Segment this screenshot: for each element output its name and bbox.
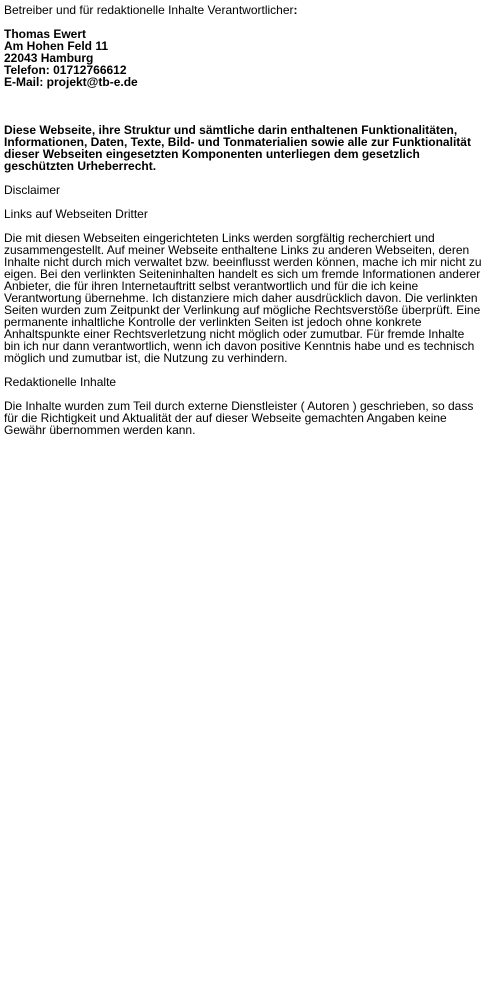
contact-street: Am Hohen Feld 11 bbox=[4, 39, 109, 53]
copyright-notice: Diese Webseite, ihre Struktur und sämtliche darin enthaltenen Funktionalitäten, Informationen, Daten, Texte, Bild- und Tonmaterialien sowie alle zur Funktionalität dieser Webseiten eingesetzten Komponenten unterliegen dem gesetzlich geschützten Urheberrecht. bbox=[4, 123, 471, 173]
links-heading: Links auf Webseiten Dritter bbox=[4, 207, 148, 221]
disclaimer-heading: Disclaimer bbox=[4, 183, 61, 197]
contact-email: E-Mail: projekt@tb-e.de bbox=[4, 75, 138, 89]
contact-name: Thomas Ewert bbox=[4, 27, 87, 41]
spacer bbox=[4, 172, 482, 184]
links-body: Die mit diesen Webseiten eingerichteten Links werden sorgfältig recherchiert und zusammengestellt. Auf meiner Webseite enthaltene Links zu anderen Webseiten, deren Inhalte nicht durch mich verwaltet bzw. beeinflusst werden können, mache ich mir nicht zu eigen. Bei den verlinkten Seiteninhalten handelt es sich um fremde Informationen anderer Anbieter, die für ihren Internetauftritt selbst verantwortlich und für die ich keine Verantwortung übernehme. Ich distanziere mich daher ausdrücklich davon. Die verlinkten Seiten wurden zum Zeitpunkt der Verlinkung auf mögliche Rechtsverstöße überprüft. Eine permanente inhaltliche Kontrolle der verlinkten Seiten ist jedoch ohne konkrete Anhaltspunkte einer Rechtsverletzung nicht möglich oder zumutbar. Für fremde Inhalte bin ich nur dann verantwortlich, wenn ich davon positive Kenntnis habe und es technisch möglich und zumutbar ist, die Nutzung zu verhindern. bbox=[4, 231, 482, 365]
operator-label-line bbox=[4, 4, 482, 16]
editorial-heading: Redaktionelle Inhalte bbox=[4, 375, 117, 389]
operator-colon: : bbox=[293, 3, 298, 17]
contact-phone: Telefon: 01712766612 bbox=[4, 63, 127, 77]
editorial-body: Die Inhalte wurden zum Teil durch externe Dienstleister ( Autoren ) geschrieben, so dass für die Richtigkeit und Aktualität der auf dieser Webseite gemachten Angaben keine Gewähr übernommen werden kann. bbox=[4, 399, 474, 437]
contact-block bbox=[4, 28, 482, 88]
contact-city: 22043 Hamburg bbox=[4, 51, 94, 65]
spacer bbox=[4, 88, 482, 124]
imprint-page bbox=[0, 0, 486, 436]
operator-label: Betreiber und für redaktionelle Inhalte Verantwortlicher bbox=[4, 3, 294, 17]
